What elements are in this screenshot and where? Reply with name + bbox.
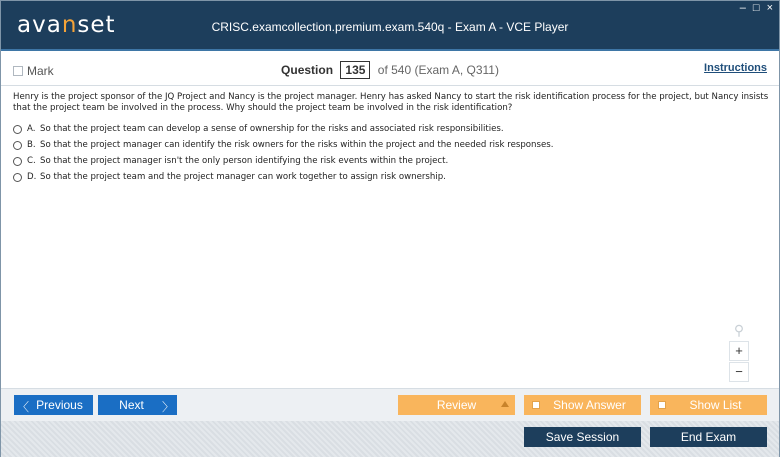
option-key: C. xyxy=(27,156,36,166)
option-c[interactable] xyxy=(13,153,769,169)
radio-icon[interactable] xyxy=(13,157,22,166)
instructions-link[interactable]: Instructions xyxy=(704,62,767,74)
question-label: Question xyxy=(281,63,334,77)
option-key: B. xyxy=(27,140,36,150)
chevron-right-icon: 〉 xyxy=(161,400,174,414)
radio-icon[interactable] xyxy=(13,173,22,182)
bottom-toolbar xyxy=(1,388,779,456)
show-answer-label: Show Answer xyxy=(553,398,626,412)
radio-icon[interactable] xyxy=(13,141,22,150)
option-b[interactable] xyxy=(13,137,769,153)
zoom-out-button[interactable]: − xyxy=(729,362,749,382)
option-key: A. xyxy=(27,124,36,134)
zoom-controls xyxy=(729,322,749,382)
triangle-up-icon xyxy=(501,401,509,407)
chevron-left-icon: 〈 xyxy=(17,400,30,414)
option-text: So that the project team can develop a sense of ownership for the risks and associated risk responsibilities. xyxy=(40,124,504,134)
question-text: Henry is the project sponsor of the JQ Project and Nancy is the project manager. Henry has asked Nancy to start the risk identification process for the project, but Nancy insists that the project team be involved in the process. Why should the project team be involved in the risk identification? xyxy=(13,92,769,113)
question-number-input[interactable]: 135 xyxy=(340,61,370,79)
previous-label: Previous xyxy=(36,398,83,412)
question-indicator xyxy=(1,61,779,79)
option-a[interactable] xyxy=(13,121,769,137)
show-list-label: Show List xyxy=(689,398,742,412)
review-button[interactable] xyxy=(398,395,515,415)
question-toolbar xyxy=(1,53,779,86)
checkbox-icon xyxy=(532,401,540,409)
title-bar xyxy=(1,1,779,51)
session-bar xyxy=(1,421,779,457)
option-text: So that the project manager isn't the only person identifying the risk events within the project. xyxy=(40,156,449,166)
window-controls xyxy=(740,3,773,13)
radio-icon[interactable] xyxy=(13,125,22,134)
close-icon[interactable]: × xyxy=(766,2,773,14)
option-text: So that the project manager can identify the risk owners for the risks within the project and the needed risk responses. xyxy=(40,140,554,150)
next-label: Next xyxy=(119,398,144,412)
previous-button[interactable] xyxy=(14,395,93,415)
question-content xyxy=(13,92,769,185)
mark-label: Mark xyxy=(27,64,54,78)
option-d[interactable] xyxy=(13,169,769,185)
window-title: CRISC.examcollection.premium.exam.540q - Exam A - VCE Player xyxy=(211,20,569,34)
minimize-icon[interactable]: – xyxy=(739,2,746,14)
avanset-logo: avanset xyxy=(17,12,116,38)
option-text: So that the project team and the project manager can work together to assign risk ownership. xyxy=(40,172,446,182)
zoom-in-button[interactable]: + xyxy=(729,341,749,361)
show-list-button[interactable] xyxy=(650,395,767,415)
magnifier-icon: ⚲ xyxy=(733,322,745,338)
question-total: of 540 (Exam A, Q311) xyxy=(377,63,499,77)
save-session-button[interactable]: Save Session xyxy=(524,427,641,447)
next-button[interactable] xyxy=(98,395,177,415)
checkbox-icon xyxy=(658,401,666,409)
end-exam-button[interactable]: End Exam xyxy=(650,427,767,447)
show-answer-button[interactable] xyxy=(524,395,641,415)
restore-icon[interactable]: □ xyxy=(752,2,760,14)
option-key: D. xyxy=(27,172,37,182)
review-label: Review xyxy=(436,398,477,412)
